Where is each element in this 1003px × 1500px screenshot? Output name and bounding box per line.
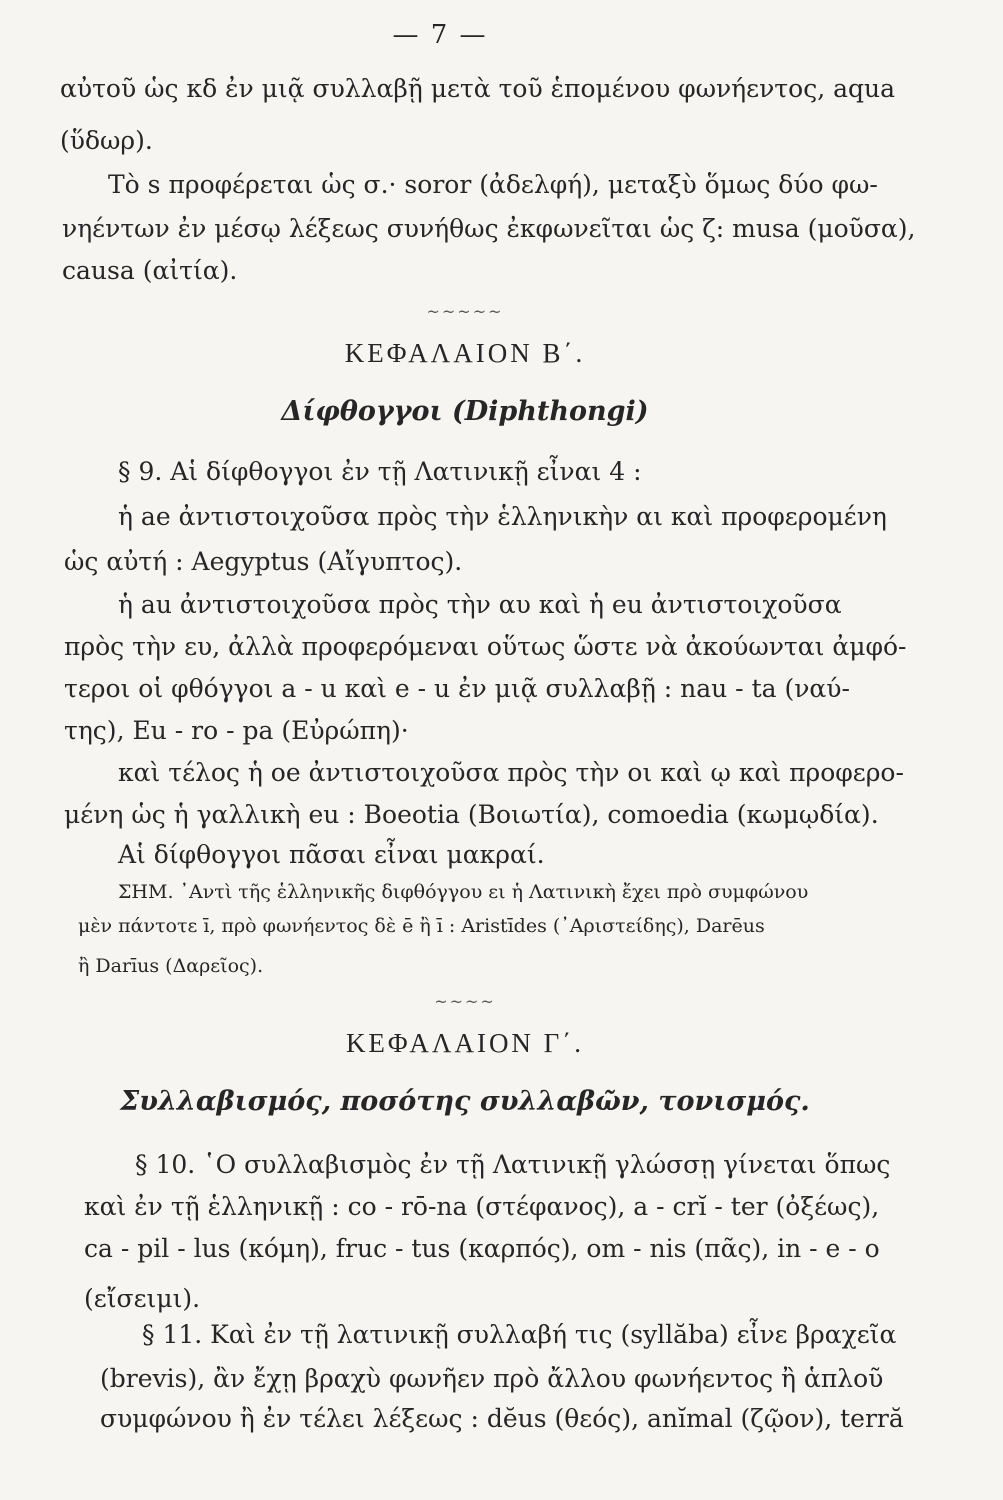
paragraph-line: § 11. Καὶ ἐν τῇ λατινικῇ συλλαβή τις (syllăba) εἶνε βραχεῖα	[142, 1320, 897, 1349]
paragraph-line: ὡς αὐτή : Aegyptus (Αἴγυπτος).	[64, 547, 463, 576]
chapter-c-title: ΚΕΦΑΛΑΙΟΝ Γ΄.	[345, 1028, 585, 1058]
paragraph-line: § 10. ῾Ο συλλαβισμὸς ἐν τῇ Λατινικῇ γλώσσῃ γίνεται ὅπως	[135, 1150, 891, 1179]
text-line: (ὕδωρ).	[60, 126, 153, 155]
paragraph-line: (εἴσειμι).	[84, 1284, 201, 1313]
note-line: ἢ Darīus (Δαρεῖος).	[78, 955, 264, 977]
paragraph-line: της), Eu - ro - pa (Εὐρώπη)·	[64, 716, 409, 745]
paragraph-line: ἡ au ἀντιστοιχοῦσα πρὸς τὴν αυ καὶ ἡ eu ἀντιστοιχοῦσα	[118, 590, 842, 619]
text-line: νηέντων ἐν μέσῳ λέξεως συνήθως ἐκφωνεῖται ὡς ζ: musa (μοῦσα),	[62, 214, 916, 243]
section-ornament: ~~~~	[434, 992, 496, 1011]
paragraph-line: τεροι οἱ φθόγγοι a - u καὶ e - u ἐν μιᾷ συλλαβῇ : nau - ta (ναύ-	[64, 674, 850, 703]
text-line: Τὸ s προφέρεται ὡς σ.· soror (ἀδελφή), μεταξὺ ὅμως δύο φω-	[108, 170, 878, 199]
paragraph-line: συμφώνου ἢ ἐν τέλει λέξεως : dĕus (θεός), anĭmal (ζῷον), terră	[100, 1404, 904, 1433]
chapter-c-subtitle: Συλλαβισμός, ποσότης συλλαβῶν, τονισμός.	[120, 1086, 810, 1117]
paragraph-line: (brevis), ἂν ἔχῃ βραχὺ φωνῆεν πρὸ ἄλλου φωνήεντος ἢ ἁπλοῦ	[100, 1364, 884, 1393]
chapter-b-title: ΚΕΦΑΛΑΙΟΝ Β΄.	[344, 338, 586, 368]
paragraph-line: καὶ τέλος ἡ oe ἀντιστοιχοῦσα πρὸς τὴν οι καὶ ῳ καὶ προφερο-	[118, 758, 904, 787]
paragraph-line: § 9. Αἱ δίφθογγοι ἐν τῇ Λατινικῇ εἶναι 4 :	[118, 457, 642, 486]
text-line: αὐτοῦ ὡς κδ ἐν μιᾷ συλλαβῇ μετὰ τοῦ ἑπομένου φωνήεντος, aqua	[60, 74, 895, 103]
text-line: causa (αἰτία).	[62, 256, 238, 285]
page-number: — 7 —	[392, 20, 488, 50]
section-ornament: ~~~~~	[426, 302, 504, 321]
paragraph-line: πρὸς τὴν ευ, ἀλλὰ προφερόμεναι οὕτως ὥστε νὰ ἀκούωνται ἀμφό-	[64, 632, 907, 661]
paragraph-line: καὶ ἐν τῇ ἑλληνικῇ : co - rō-na (στέφανος), a - crĭ - ter (ὀξέως),	[84, 1192, 880, 1221]
paragraph-line: ἡ ae ἀντιστοιχοῦσα πρὸς τὴν ἑλληνικὴν αι καὶ προφερομένη	[118, 502, 887, 531]
note-line: ΣΗΜ. ᾿Αντὶ τῆς ἑλληνικῆς διφθόγγου ει ἡ Λατινικὴ ἔχει πρὸ συμφώνου	[118, 881, 809, 903]
paragraph-line: ca - pil - lus (κόμη), fruc - tus (καρπός), om - nis (πᾶς), in - e - o	[84, 1234, 880, 1263]
chapter-b-subtitle: Δίφθογγοι (Diphthongi)	[281, 396, 649, 427]
note-line: μὲν πάντοτε ī, πρὸ φωνήεντος δὲ ē ἢ ī : Aristīdes (᾿Αριστείδης), Darēus	[78, 915, 765, 937]
paragraph-line: Αἱ δίφθογγοι πᾶσαι εἶναι μακραί.	[118, 840, 545, 869]
paragraph-line: μένη ὡς ἡ γαλλικὴ eu : Boeotia (Βοιωτία), comoedia (κωμῳδία).	[64, 800, 879, 829]
